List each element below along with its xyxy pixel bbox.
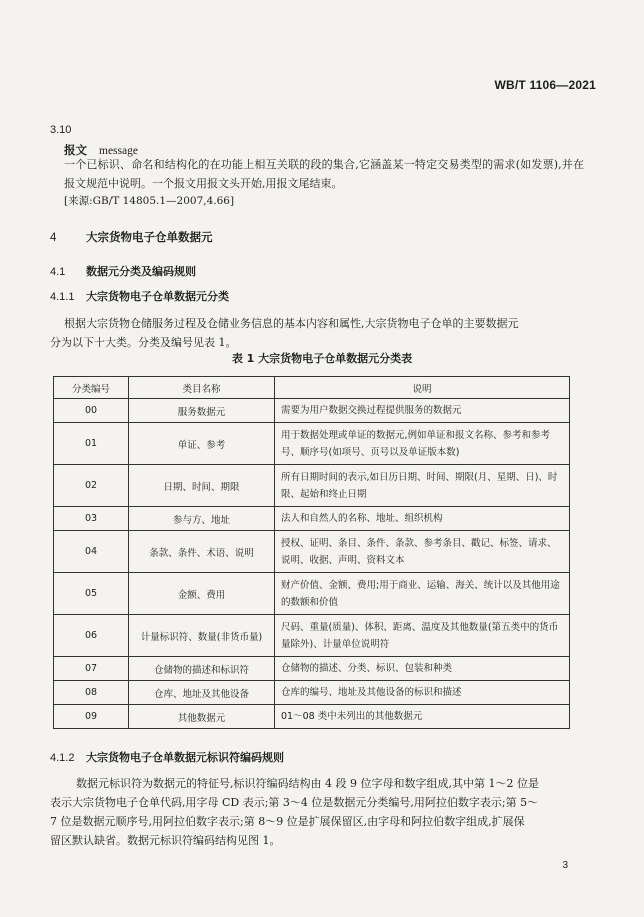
section-4-title: 大宗货物电子仓单数据元 [86,230,213,244]
row-name: 仓库、地址及其他设备 [129,681,275,705]
table-caption: 表 1 大宗货物电子仓单数据元分类表 [231,352,413,365]
row-code: 00 [54,399,129,423]
row-code: 01 [54,423,129,465]
section-4-1-title: 数据元分类及编码规则 [86,265,196,278]
table-row [54,681,570,705]
row-code: 03 [54,507,129,531]
coding-rule-line: 留区默认缺省。数据元标识符编码结构见图 1。 [50,834,281,847]
row-name: 参与方、地址 [129,507,275,531]
row-name: 条款、条件、术语、说明 [129,531,275,573]
table-row [54,465,570,507]
classification-table [53,376,570,729]
row-name: 单证、参考 [129,423,275,465]
section-4-1-1-title: 大宗货物电子仓单数据元分类 [86,290,229,303]
table-row [54,657,570,681]
table-row [54,531,570,573]
row-desc: 尺码、重量(质量)、体积、距离、温度及其他数量(第五类中的货币量除外)、计量单位说明符 [275,615,570,657]
term-zh: 报文 [64,143,87,157]
row-code: 06 [54,615,129,657]
row-code: 09 [54,705,129,729]
standard-number: WB/T 1106—2021 [494,78,596,92]
row-name: 其他数据元 [129,705,275,729]
term-definition: 一个已标识、命名和结构化的在功能上相互关联的段的集合,它涵盖某一特定交易类型的需求(如发票),并在报文规范中说明。一个报文用报文头开始,用报文尾结束。 [64,158,584,190]
coding-rule-line: 数据元标识符为数据元的特征号,标识符编码结构由 4 段 9 位字母和数字组成,其中第 1～2 位是 [76,777,539,790]
row-desc: 仓库的编号、地址及其他设备的标识和描述 [275,681,570,705]
header-code: 分类编号 [54,377,129,399]
table-row [54,705,570,729]
table-row [54,615,570,657]
header-name: 类目名称 [129,377,275,399]
coding-rule-line: 7 位是数据元顺序号,用阿拉伯数字表示;第 8～9 位是扩展保留区,由字母和阿拉伯数字组成,扩展保 [50,815,525,828]
section-4-1-2-heading [50,749,284,765]
page-number: 3 [562,860,568,871]
table-row [54,573,570,615]
row-name: 金额、费用 [129,573,275,615]
row-name: 计量标识符、数量(非货币量) [129,615,275,657]
section-4-1-2-title: 大宗货物电子仓单数据元标识符编码规则 [86,751,284,764]
section-4-number: 4 [50,232,57,244]
coding-rule-line: 表示大宗货物电子仓单代码,用字母 CD 表示;第 3～4 位是数据元分类编号,用阿拉伯数字表示;第 5～ [50,796,539,809]
row-desc: 财产价值、金额、费用;用于商业、运输、海关、统计以及其他用途的数额和价值 [275,573,570,615]
row-desc: 用于数据处理或单证的数据元,例如单证和报文名称、参考和参考号、顺序号(如项号、页号以及单证版本数) [275,423,570,465]
row-desc: 所有日期时间的表示,如日历日期、时间、期限(月、星期、日)、时限、起始和终止日期 [275,465,570,507]
row-code: 07 [54,657,129,681]
row-desc: 仓储物的描述、分类、标识、包装和种类 [275,657,570,681]
term-en: message [99,145,138,157]
row-name: 仓储物的描述和标识符 [129,657,275,681]
section-4-1-1-heading [50,288,229,304]
row-code: 02 [54,465,129,507]
intro-line-2: 分为以下十大类。分类及编号见表 1。 [50,336,237,349]
row-code: 08 [54,681,129,705]
section-4-1-number: 4.1 [50,266,66,278]
section-4-heading [50,229,213,245]
header-desc: 说明 [275,377,570,399]
table-row [54,399,570,423]
table-row [54,507,570,531]
row-code: 04 [54,531,129,573]
row-name: 日期、时间、期限 [129,465,275,507]
row-desc: 01～08 类中未列出的其他数据元 [275,705,570,729]
table-header-row [54,377,570,399]
term-source: [来源:GB/T 14805.1—2007,4.66] [64,195,235,207]
intro-line-1: 根据大宗货物仓储服务过程及仓储业务信息的基本内容和属性,大宗货物电子仓单的主要数据元 [64,317,519,330]
section-4-1-1-number: 4.1.1 [50,291,75,303]
row-desc: 授权、证明、条目、条件、条款、参考条目、戳记、标签、请求、说明、收据、声明、资料文本 [275,531,570,573]
table-row [54,423,570,465]
row-desc: 需要为用户数据交换过程提供服务的数据元 [275,399,570,423]
section-4-1-heading [50,263,196,279]
clause-number: 3.10 [50,124,72,136]
row-code: 05 [54,573,129,615]
coding-rule-paragraph [50,774,584,850]
row-desc: 法人和自然人的名称、地址、组织机构 [275,507,570,531]
section-4-1-2-number: 4.1.2 [50,752,75,764]
row-name: 服务数据元 [129,399,275,423]
